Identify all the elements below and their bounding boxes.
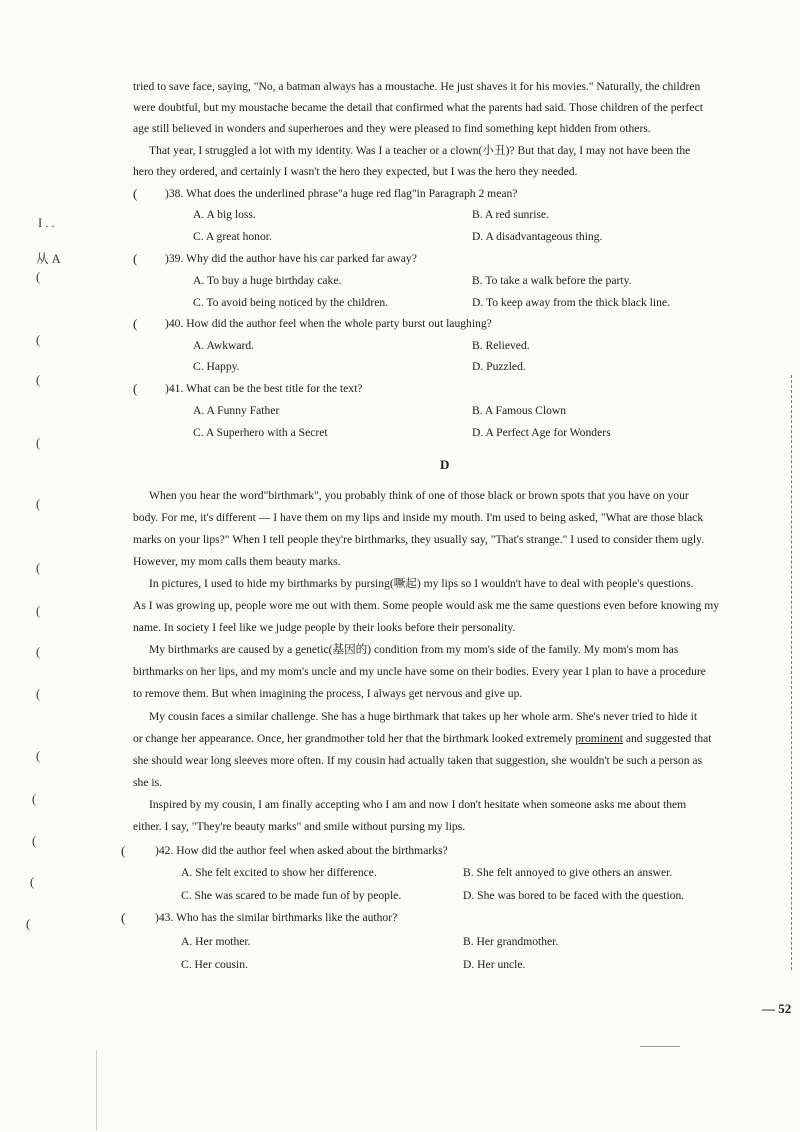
- option-d: D. To keep away from the thick black line.: [472, 296, 670, 309]
- question-39: )39. Why did the author have his car parked far away?: [165, 252, 417, 265]
- option-c: C. A Superhero with a Secret: [193, 426, 328, 439]
- question-43: )43. Who has the similar birthmarks like the author?: [155, 911, 398, 924]
- binding-dashed-line: [791, 375, 792, 970]
- margin-mark: (: [36, 645, 41, 659]
- passage-d-line: birthmarks on her lips, and my mom's uncle and my uncle have some on their bodies. Every year I plan to have a procedure: [133, 665, 706, 678]
- passage-d-line: My cousin faces a similar challenge. She has a huge birthmark that takes up her whole arm. She's never tried to hide it: [149, 710, 698, 723]
- question-41: )41. What can be the best title for the text?: [165, 382, 363, 395]
- underlined-word: prominent: [575, 732, 623, 745]
- answer-paren: (: [121, 843, 126, 858]
- passage-d-line: In pictures, I used to hide my birthmarks by pursing(噘起) my lips so I wouldn't have to deal with people's questions.: [149, 577, 694, 590]
- answer-paren: (: [121, 910, 126, 925]
- question-40: )40. How did the author feel when the whole party burst out laughing?: [165, 317, 492, 330]
- margin-mark: I . .: [38, 216, 55, 230]
- margin-mark: (: [36, 373, 41, 387]
- answer-paren: (: [133, 381, 138, 396]
- margin-mark: (: [36, 687, 41, 701]
- passage-d-line: Inspired by my cousin, I am finally accepting who I am and now I don't hesitate when someone asks me about them: [149, 798, 687, 811]
- option-d: D. Her uncle.: [463, 958, 526, 971]
- answer-paren: (: [133, 251, 138, 266]
- passage-d-line: marks on your lips?" When I tell people they're birthmarks, they usually say, "That's strange." I used to consider them ugly.: [133, 533, 705, 546]
- passage-d-line: to remove them. But when imagining the process, I always get nervous and give up.: [133, 687, 523, 700]
- margin-mark: (: [32, 792, 37, 806]
- question-42: )42. How did the author feel when asked about the birthmarks?: [155, 844, 448, 857]
- margin-mark: (: [36, 333, 41, 347]
- passage-d-line: As I was growing up, people wore me out with them. Some people would ask me the same questions even before knowing my: [133, 599, 720, 612]
- option-a: A. Her mother.: [181, 935, 251, 948]
- margin-mark: (: [30, 875, 35, 889]
- option-c: C. Happy.: [193, 360, 240, 373]
- option-a: A. To buy a huge birthday cake.: [193, 274, 342, 287]
- option-c: C. Her cousin.: [181, 958, 248, 971]
- divider: [640, 1046, 680, 1047]
- option-a: A. Awkward.: [193, 339, 255, 352]
- option-b: B. Her grandmother.: [463, 935, 559, 948]
- passage-d-text: or change her appearance. Once, her grandmother told her that the birthmark looked extremely: [133, 732, 576, 745]
- margin-mark: (: [36, 270, 41, 284]
- passage-d-line: name. In society I feel like we judge people by their looks before their personality.: [133, 621, 516, 634]
- margin-mark: 从 A: [36, 252, 61, 266]
- margin-mark: (: [32, 834, 37, 848]
- margin-mark: (: [36, 561, 41, 575]
- margin-mark: (: [36, 604, 41, 618]
- margin-mark: (: [36, 436, 41, 450]
- option-d: D. Puzzled.: [472, 360, 526, 373]
- passage-d-line: body. For me, it's different — I have them on my lips and inside my mouth. I'm used to being asked, "What are those black: [133, 511, 704, 524]
- option-b: B. She felt annoyed to give others an answer.: [463, 866, 673, 879]
- margin-mark: (: [36, 497, 41, 511]
- passage-d-line: [133, 732, 775, 746]
- passage-d-line: However, my mom calls them beauty marks.: [133, 555, 341, 568]
- passage-d-line: When you hear the word"birthmark", you probably think of one of those black or brown spots that you have on your: [149, 489, 689, 502]
- margin-mark: (: [36, 749, 41, 763]
- option-d: D. A Perfect Age for Wonders: [472, 426, 611, 439]
- option-b: B. To take a walk before the party.: [472, 274, 632, 287]
- passage-c-line: That year, I struggled a lot with my identity. Was I a teacher or a clown(小丑)? But that day, I may not have been the: [149, 144, 691, 157]
- passage-d-text: and suggested that: [622, 732, 712, 745]
- divider: [96, 1050, 97, 1130]
- option-d: D. She was bored to be faced with the question.: [463, 889, 685, 902]
- passage-c-line: hero they ordered, and certainly I wasn't the hero they expected, but I was the hero they needed.: [133, 165, 578, 178]
- section-title-d: D: [440, 457, 450, 472]
- option-c: C. A great honor.: [193, 230, 272, 243]
- option-c: C. She was scared to be made fun of by people.: [181, 889, 402, 902]
- passage-c-line: tried to save face, saying, "No, a batman always has a moustache. He just shaves it for his movies." Naturally, the children: [133, 80, 701, 93]
- option-a: A. A Funny Father: [193, 404, 280, 417]
- option-a: A. She felt excited to show her difference.: [181, 866, 377, 879]
- answer-paren: (: [133, 316, 138, 331]
- option-b: B. A red sunrise.: [472, 208, 549, 221]
- option-b: B. Relieved.: [472, 339, 530, 352]
- passage-c-line: age still believed in wonders and superheroes and they were pleased to find something kept hidden from others.: [133, 122, 651, 135]
- passage-d-line: she is.: [133, 776, 162, 789]
- page-number: — 52: [762, 1001, 792, 1016]
- passage-d-line: either. I say, "They're beauty marks" and smile without pursing my lips.: [133, 820, 466, 833]
- passage-c-line: were doubtful, but my moustache became the detail that confirmed what the parents had said. Those children of the perfect: [133, 101, 703, 114]
- option-c: C. To avoid being noticed by the children.: [193, 296, 389, 309]
- margin-mark: (: [26, 917, 31, 931]
- passage-d-line: My birthmarks are caused by a genetic(基因的) condition from my mom's side of the family. My mom's mom has: [149, 643, 679, 656]
- option-d: D. A disadvantageous thing.: [472, 230, 603, 243]
- answer-paren: (: [133, 186, 138, 201]
- passage-d-line: she should wear long sleeves more often. If my cousin had actually taken that suggestion, she wouldn't be such a person as: [133, 754, 703, 767]
- option-b: B. A Famous Clown: [472, 404, 567, 417]
- question-38: )38. What does the underlined phrase"a huge red flag"in Paragraph 2 mean?: [165, 187, 518, 200]
- option-a: A. A big loss.: [193, 208, 256, 221]
